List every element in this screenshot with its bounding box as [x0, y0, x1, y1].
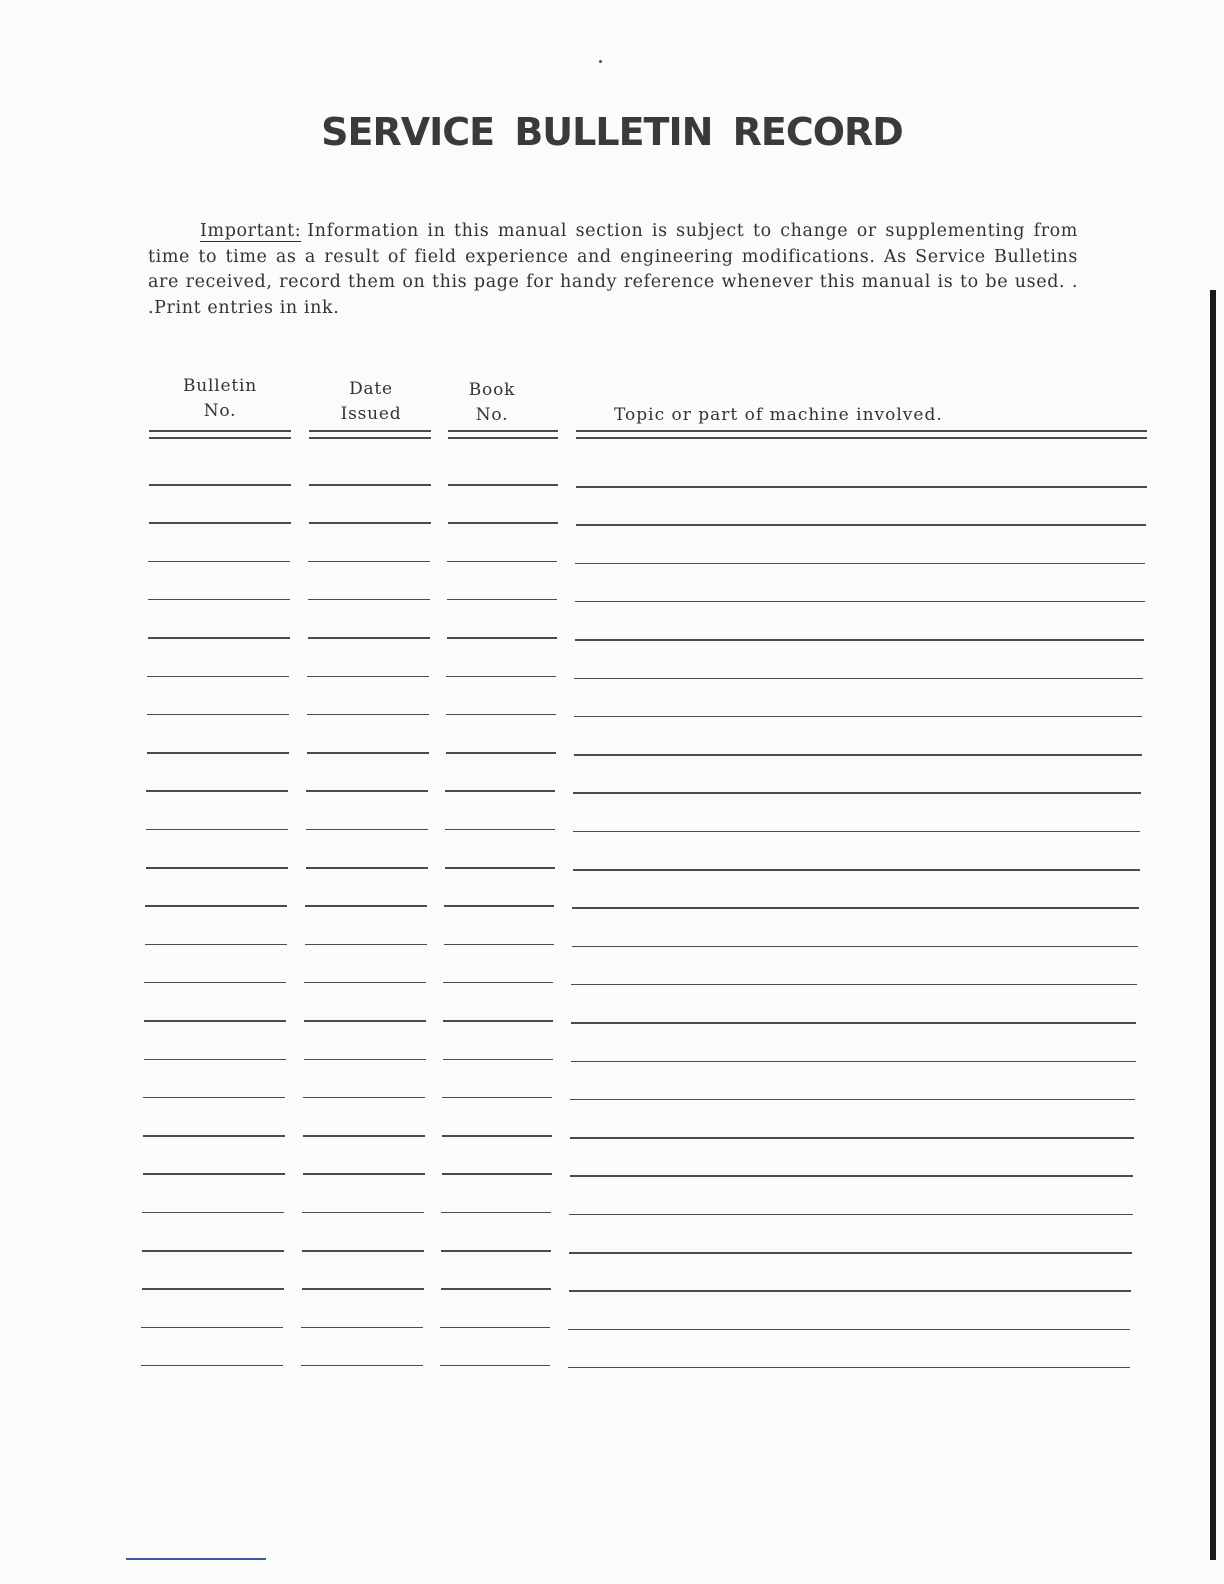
entry-line-bulletin [144, 982, 286, 984]
entry-line-topic [568, 1367, 1130, 1369]
entry-line-bulletin [144, 1020, 286, 1022]
entry-line-topic [570, 1137, 1134, 1139]
entry-line-bulletin [149, 522, 291, 524]
column-header-topic: Topic or part of machine involved. [614, 405, 943, 425]
header-rule-date-lower [309, 437, 431, 439]
header-rule-bulletin-lower [149, 437, 291, 439]
header-rule-book-lower [448, 437, 558, 439]
entry-line-book [442, 1097, 552, 1099]
column-header-bulletin-no [150, 374, 290, 424]
entry-line-bulletin [147, 676, 289, 678]
column-header-book-no-line2: No. [475, 405, 509, 425]
entry-line-date [306, 829, 428, 831]
entry-line-topic [573, 831, 1140, 833]
entry-line-book [441, 1212, 551, 1214]
entry-line-bulletin [143, 1097, 285, 1099]
entry-line-topic [575, 563, 1145, 565]
entry-line-bulletin [141, 1365, 283, 1367]
page-title: SERVICE BULLETIN RECORD [321, 110, 903, 154]
header-rule-topic-lower [576, 437, 1147, 439]
entry-line-date [303, 1135, 425, 1137]
entry-line-date [301, 1327, 423, 1329]
entry-line-book [445, 867, 555, 869]
header-rule-date [309, 430, 431, 432]
entry-line-book [446, 752, 556, 754]
entry-line-date [308, 599, 430, 601]
entry-line-date [306, 867, 428, 869]
entry-line-date [309, 484, 431, 486]
stray-mark [599, 60, 602, 63]
header-rule-topic [576, 430, 1147, 432]
important-notice [148, 219, 1078, 321]
entry-line-book [443, 982, 553, 984]
entry-line-bulletin [145, 905, 287, 907]
entry-line-date [307, 676, 429, 678]
entry-line-bulletin [149, 484, 291, 486]
entry-line-book [442, 1135, 552, 1137]
entry-line-bulletin [148, 599, 290, 601]
entry-line-bulletin [147, 714, 289, 716]
entry-line-topic [569, 1252, 1132, 1254]
column-header-date-issued-line2: Issued [340, 404, 402, 424]
entry-line-date [302, 1212, 424, 1214]
binder-edge [1210, 290, 1216, 1560]
notice-text: Information in this manual section is subject to change or supplementing from time to time as a result of field experience and engineering modifications. As Service Bulletins are received, record them on this page for handy reference whenever this manual is to be used. . .Print entries in ink. [148, 221, 1078, 318]
entry-line-date [305, 944, 427, 946]
entry-line-date [308, 561, 430, 563]
entry-line-bulletin [145, 944, 287, 946]
entry-line-date [303, 1097, 425, 1099]
entry-line-book [444, 905, 554, 907]
entry-line-bulletin [148, 561, 290, 563]
entry-line-date [304, 982, 426, 984]
entry-line-book [443, 1059, 553, 1061]
entry-line-bulletin [141, 1327, 283, 1329]
column-header-date-issued [310, 377, 432, 427]
entry-line-topic [569, 1290, 1132, 1292]
entry-line-topic [571, 984, 1137, 986]
entry-line-bulletin [146, 790, 288, 792]
entry-line-bulletin [147, 752, 289, 754]
entry-line-bulletin [146, 829, 288, 831]
entry-line-topic [571, 1061, 1136, 1063]
entry-line-date [303, 1173, 425, 1175]
entry-line-topic [570, 1099, 1135, 1101]
entry-line-topic [574, 678, 1143, 680]
entry-line-book [448, 522, 558, 524]
entry-line-book [447, 561, 557, 563]
entry-line-bulletin [142, 1250, 284, 1252]
entry-line-book [440, 1327, 550, 1329]
entry-line-topic [572, 907, 1139, 909]
entry-line-book [442, 1173, 552, 1175]
column-header-book-no-line1: Book [468, 380, 516, 400]
entry-line-topic [574, 716, 1143, 718]
entry-line-topic [576, 524, 1147, 526]
entry-line-topic [570, 1175, 1134, 1177]
entry-line-date [307, 752, 429, 754]
entry-line-topic [573, 792, 1141, 794]
entry-line-bulletin [144, 1059, 286, 1061]
entry-line-date [302, 1250, 424, 1252]
entry-line-topic [573, 869, 1140, 871]
entry-line-topic [568, 1329, 1130, 1331]
column-header-bulletin-no-line2: No. [203, 401, 237, 421]
entry-line-date [301, 1365, 423, 1367]
entry-line-book [447, 637, 557, 639]
entry-line-book [446, 714, 556, 716]
entry-line-book [447, 599, 557, 601]
entry-line-bulletin [148, 637, 290, 639]
header-rule-book [448, 430, 558, 432]
header-rule-bulletin [149, 430, 291, 432]
entry-line-book [444, 944, 554, 946]
entry-line-date [307, 714, 429, 716]
entry-line-bulletin [143, 1173, 285, 1175]
entry-line-date [308, 637, 430, 639]
entry-line-book [441, 1250, 551, 1252]
entry-line-book [440, 1365, 550, 1367]
column-header-bulletin-no-line1: Bulletin [183, 376, 257, 396]
entry-line-book [441, 1288, 551, 1290]
entry-line-book [448, 484, 558, 486]
entry-line-bulletin [143, 1135, 285, 1137]
entry-line-topic [574, 754, 1142, 756]
entry-line-topic [572, 946, 1138, 948]
entry-line-date [304, 1059, 426, 1061]
entry-line-topic [576, 486, 1147, 488]
footer-rule [126, 1558, 266, 1560]
entry-line-topic [575, 601, 1145, 603]
entry-line-book [445, 829, 555, 831]
entry-line-bulletin [142, 1212, 284, 1214]
entry-line-date [305, 905, 427, 907]
entry-line-topic [571, 1022, 1136, 1024]
entry-line-date [306, 790, 428, 792]
entry-line-book [443, 1020, 553, 1022]
column-header-book-no [437, 378, 547, 428]
entry-line-topic [569, 1214, 1132, 1216]
notice-label: Important: [200, 221, 302, 241]
entry-line-date [302, 1288, 424, 1290]
entry-line-bulletin [146, 867, 288, 869]
entry-line-book [445, 790, 555, 792]
entry-line-topic [575, 639, 1144, 641]
entry-line-date [304, 1020, 426, 1022]
entry-line-book [446, 676, 556, 678]
column-header-date-issued-line1: Date [349, 379, 393, 399]
entry-line-bulletin [142, 1288, 284, 1290]
entry-line-date [309, 522, 431, 524]
